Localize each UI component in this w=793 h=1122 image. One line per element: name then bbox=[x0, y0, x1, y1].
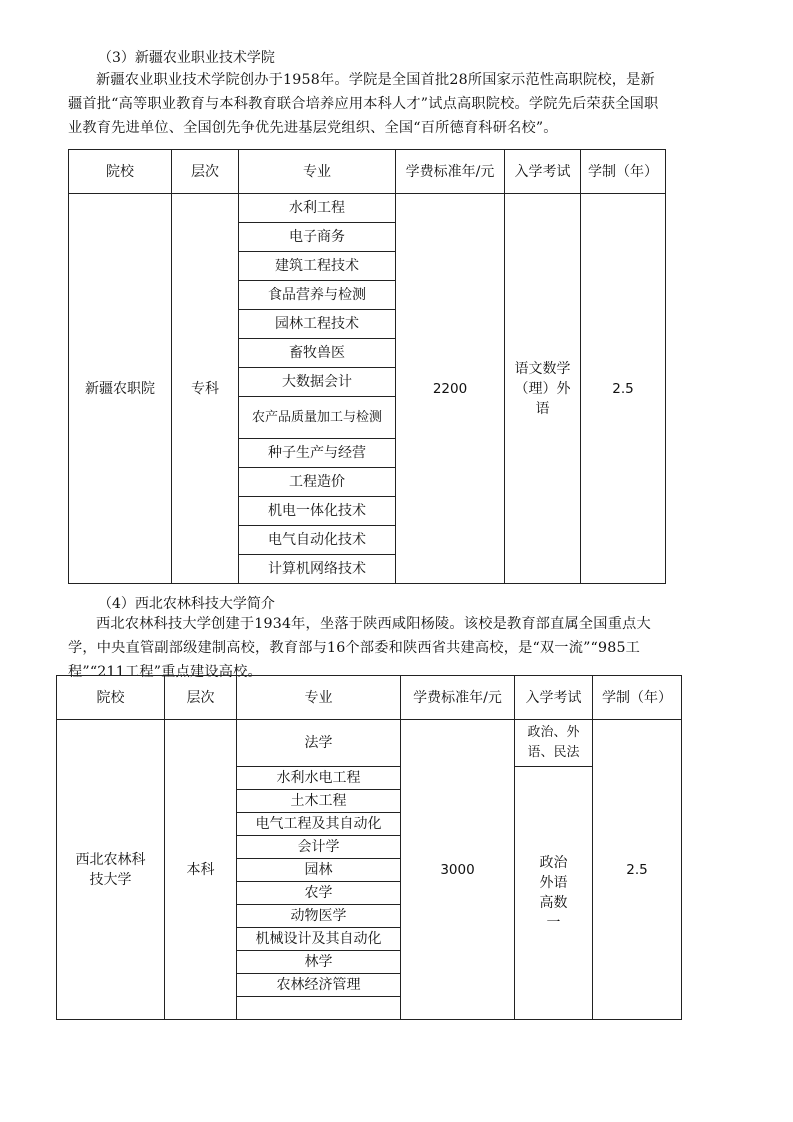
table-row bbox=[69, 194, 666, 223]
table-header-row bbox=[57, 676, 682, 720]
header-school: 院校 bbox=[69, 150, 172, 194]
table-xinjiang-agri bbox=[68, 149, 666, 584]
major-cell: 动物医学 bbox=[237, 905, 401, 928]
major-cell: 园林 bbox=[237, 859, 401, 882]
school-cell: 西北农林科技大学 bbox=[57, 720, 165, 1020]
major-cell: 食品营养与检测 bbox=[239, 281, 396, 310]
major-cell: 农学 bbox=[237, 882, 401, 905]
level-cell: 专科 bbox=[172, 194, 239, 584]
major-cell: 水利工程 bbox=[239, 194, 396, 223]
duration-cell: 2.5 bbox=[581, 194, 666, 584]
table-row bbox=[57, 720, 682, 767]
major-cell: 会计学 bbox=[237, 836, 401, 859]
section-4-heading: （4）西北农林科技大学简介 bbox=[98, 596, 275, 612]
table-header-row bbox=[69, 150, 666, 194]
major-cell: 工程造价 bbox=[239, 468, 396, 497]
header-duration: 学制（年） bbox=[581, 150, 666, 194]
major-cell: 种子生产与经营 bbox=[239, 439, 396, 468]
header-duration: 学制（年） bbox=[593, 676, 682, 720]
table-northwest-af-university bbox=[56, 675, 682, 1020]
major-cell: 园林工程技术 bbox=[239, 310, 396, 339]
header-level: 层次 bbox=[172, 150, 239, 194]
major-cell: 林学 bbox=[237, 951, 401, 974]
major-cell-empty bbox=[237, 997, 401, 1020]
major-cell: 电子商务 bbox=[239, 223, 396, 252]
major-cell: 电气工程及其自动化 bbox=[237, 813, 401, 836]
header-school: 院校 bbox=[57, 676, 165, 720]
exam-cell-others: 政治外语高数一 bbox=[515, 767, 593, 1020]
major-cell: 大数据会计 bbox=[239, 368, 396, 397]
section-3-heading: （3）新疆农业职业技术学院 bbox=[98, 50, 275, 66]
major-cell: 水利水电工程 bbox=[237, 767, 401, 790]
header-tuition: 学费标准年/元 bbox=[396, 150, 505, 194]
major-cell: 建筑工程技术 bbox=[239, 252, 396, 281]
section-4-paragraph: 西北农林科技大学创建于1934年，坐落于陕西咸阳杨陵。该校是教育部直属全国重点大学，中央直管副部级建制高校，教育部与16个部委和陕西省共建高校，是“双一流”“985工程”“211工程”重点建设高校。 bbox=[68, 616, 651, 680]
header-tuition: 学费标准年/元 bbox=[401, 676, 515, 720]
header-major: 专业 bbox=[239, 150, 396, 194]
section-3-paragraph: 新疆农业职业技术学院创办于1958年。学院是全国首批28所国家示范性高职院校，是新疆首批“高等职业教育与本科教育联合培养应用本科人才”试点高职院校。学院先后荣获全国职业教育先进单位、全国创先争优先进基层党组织、全国“百所德育科研名校”。 bbox=[68, 72, 659, 136]
major-cell: 农林经济管理 bbox=[237, 974, 401, 997]
major-cell: 农产品质量加工与检测 bbox=[239, 397, 396, 439]
header-major: 专业 bbox=[237, 676, 401, 720]
school-cell: 新疆农职院 bbox=[69, 194, 172, 584]
major-cell: 电气自动化技术 bbox=[239, 526, 396, 555]
header-level: 层次 bbox=[165, 676, 237, 720]
major-cell: 法学 bbox=[237, 720, 401, 767]
major-cell: 土木工程 bbox=[237, 790, 401, 813]
header-exam: 入学考试 bbox=[505, 150, 581, 194]
tuition-cell: 3000 bbox=[401, 720, 515, 1020]
major-cell: 机电一体化技术 bbox=[239, 497, 396, 526]
exam-cell: 语文数学（理）外语 bbox=[505, 194, 581, 584]
major-cell: 机械设计及其自动化 bbox=[237, 928, 401, 951]
exam-cell-law: 政治、外语、民法 bbox=[515, 720, 593, 767]
major-cell: 畜牧兽医 bbox=[239, 339, 396, 368]
tuition-cell: 2200 bbox=[396, 194, 505, 584]
major-cell: 计算机网络技术 bbox=[239, 555, 396, 584]
duration-cell: 2.5 bbox=[593, 720, 682, 1020]
level-cell: 本科 bbox=[165, 720, 237, 1020]
header-exam: 入学考试 bbox=[515, 676, 593, 720]
